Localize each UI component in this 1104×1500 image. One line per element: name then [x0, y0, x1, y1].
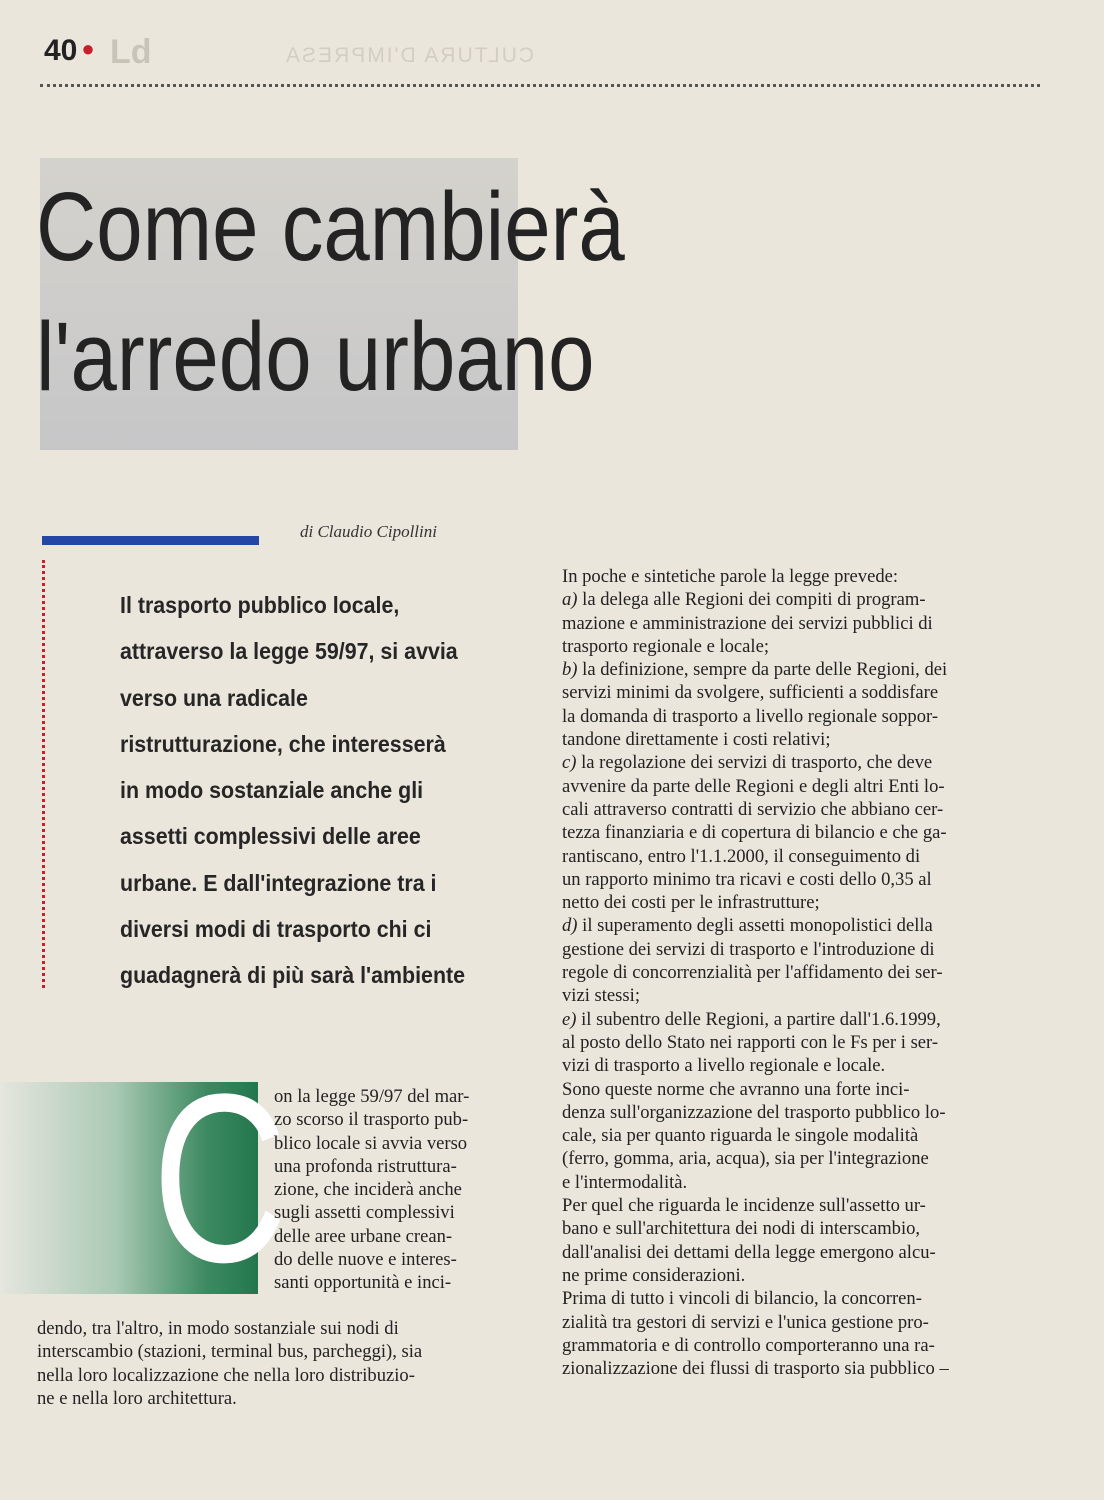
lead-line: diversi modi di trasporto chi ci [120, 916, 432, 943]
body-line-text: la regolazione dei servizi di trasporto, che deve [576, 752, 933, 774]
body-line [562, 728, 949, 751]
body-line-text: denza sull'organizzazione del trasporto pubblico lo- [562, 1101, 946, 1123]
body-line: una profonda ristruttura- [274, 1155, 457, 1177]
body-line-text: rantiscano, entro l'1.1.2000, il conseguimento di [562, 845, 921, 867]
body-line-text: il subentro delle Regioni, a partire dall'1.6.1999, [576, 1008, 941, 1030]
lead-line: Il trasporto pubblico locale, [120, 592, 400, 618]
body-line [562, 565, 949, 588]
body-right-column [562, 565, 949, 1380]
body-line [562, 1008, 949, 1031]
body-line [562, 681, 949, 704]
body-line-text: servizi minimi da svolgere, sufficienti a soddisfare [562, 682, 939, 704]
body-left-wrapped [274, 1085, 469, 1295]
body-line: dendo, tra l'altro, in modo sostanziale sui nodi di [37, 1318, 399, 1339]
body-line [562, 1311, 949, 1334]
body-line-text: cali attraverso contratti di servizio che abbiano cer- [562, 798, 944, 820]
body-line [562, 1334, 949, 1357]
body-line-text: zionalizzazione dei flussi di trasporto sia pubblico – [562, 1358, 949, 1380]
body-line [562, 984, 949, 1007]
body-line: on la legge 59/97 del mar- [274, 1086, 470, 1107]
byline: di Claudio Cipollini [300, 522, 437, 541]
list-marker: e) [562, 1008, 577, 1030]
body-line-text: e l'intermodalità. [562, 1171, 688, 1193]
body-line-text: mazione e amministrazione dei servizi pubblici di [562, 612, 933, 634]
body-line [562, 775, 949, 798]
lead-dotted-rule [42, 560, 45, 988]
header-dotted-rule [40, 84, 1040, 87]
body-line [562, 1241, 949, 1264]
body-line [562, 588, 949, 611]
body-line: santi opportunità e inci- [274, 1272, 452, 1294]
title-line-2: l'arredo urbano [36, 302, 595, 411]
list-marker: c) [562, 752, 577, 774]
body-line [562, 705, 949, 728]
body-line [562, 798, 949, 821]
magazine-logo: Ld [110, 33, 152, 71]
body-line [562, 635, 949, 658]
body-line-text: bano e sull'architettura dei nodi di interscambio, [562, 1218, 921, 1240]
drop-cap: C [152, 1044, 288, 1312]
lead-line: guadagnerà di più sarà l'ambiente [120, 962, 466, 989]
body-line [562, 1101, 949, 1124]
body-line: zione, che inciderà anche [274, 1179, 462, 1201]
body-line-text: la delega alle Regioni dei compiti di program- [577, 589, 926, 611]
body-line-text: netto dei costi per le infrastrutture; [562, 892, 820, 914]
body-line-text: trasporto regionale e locale; [562, 635, 770, 657]
body-line-text: vizi stessi; [562, 985, 640, 1007]
body-line-text: tezza finanziaria e di copertura di bilancio e che ga- [562, 822, 947, 844]
body-line-text: grammatoria e di controllo comporteranno una ra- [562, 1334, 935, 1356]
lead-line: ristrutturazione, che interesserà [120, 730, 446, 757]
body-line-text: Sono queste norme che avranno una forte inci- [562, 1078, 910, 1100]
body-line-text: dall'analisi dei dettami della legge emergono alcu- [562, 1241, 936, 1263]
body-line [562, 751, 949, 774]
body-line-text: il superamento degli assetti monopolistici della [577, 915, 933, 937]
body-line [562, 1054, 949, 1077]
body-line-text: cale, sia per quanto riguarda le singole modalità [562, 1125, 919, 1147]
list-marker: a) [562, 589, 578, 611]
body-line [562, 845, 949, 868]
lead-line: in modo sostanziale anche gli [120, 777, 424, 804]
body-line [562, 1264, 949, 1287]
title-line-1: Come cambierà [36, 172, 625, 281]
body-line-text: la domanda di trasporto a livello regionale soppor- [562, 705, 939, 727]
body-line-text: un rapporto minimo tra ricavi e costi dello 0,35 al [562, 868, 932, 890]
body-line-text: Per quel che riguarda le incidenze sull'assetto ur- [562, 1195, 926, 1217]
body-line-text: zialità tra gestori di servizi e l'unica gestione pro- [562, 1311, 929, 1333]
body-line [562, 1031, 949, 1054]
body-line [562, 612, 949, 635]
body-line [562, 868, 949, 891]
body-left-full [37, 1317, 422, 1410]
body-line: nella loro localizzazione che nella loro distribuzio- [37, 1364, 415, 1386]
body-line: do delle nuove e interes- [274, 1249, 457, 1271]
bleed-through-rubric: CULTURA D'IMPRESA [284, 44, 534, 67]
body-line: zo scorso il trasporto pub- [274, 1109, 469, 1131]
body-line [562, 821, 949, 844]
body-line [562, 1287, 949, 1310]
body-line [562, 1124, 949, 1147]
list-marker: b) [562, 659, 578, 681]
body-line-text: ne prime considerazioni. [562, 1264, 746, 1286]
body-line [562, 891, 949, 914]
accent-bar [42, 536, 259, 545]
body-line-text: avvenire da parte delle Regioni e degli altri Enti lo- [562, 775, 945, 797]
body-line-text: gestione dei servizi di trasporto e l'introduzione di [562, 938, 935, 960]
page-number: 40 ● [44, 34, 95, 67]
body-line [562, 1147, 949, 1170]
body-line [562, 1078, 949, 1101]
body-line-text: la definizione, sempre da parte delle Regioni, dei [577, 659, 948, 681]
body-line [562, 938, 949, 961]
body-line [562, 961, 949, 984]
body-line-text: vizi di trasporto a livello regionale e locale. [562, 1055, 886, 1077]
body-line: ne e nella loro architettura. [37, 1387, 237, 1409]
body-line: delle aree urbane crean- [274, 1225, 453, 1247]
body-line: interscambio (stazioni, terminal bus, parcheggi), sia [37, 1341, 423, 1363]
body-line [562, 1194, 949, 1217]
body-line [562, 1171, 949, 1194]
body-line-text: al posto dello Stato nei rapporti con le Fs per i ser- [562, 1031, 939, 1053]
body-line-text: Prima di tutto i vincoli di bilancio, la concorren- [562, 1288, 922, 1310]
body-line [562, 1217, 949, 1240]
body-line-text: (ferro, gomma, aria, acqua), sia per l'integrazione [562, 1148, 929, 1170]
body-line-text: regole di concorrenzialità per l'affidamento dei ser- [562, 962, 943, 984]
body-line [562, 914, 949, 937]
list-marker: d) [562, 915, 578, 937]
body-line [562, 658, 949, 681]
lead-line: urbane. E dall'integrazione tra i [120, 869, 437, 896]
article-title [36, 162, 625, 422]
body-line-text: In poche e sintetiche parole la legge prevede: [562, 566, 899, 587]
lead-paragraph [120, 582, 540, 999]
body-line-text: tandone direttamente i costi relativi; [562, 729, 831, 751]
lead-line: verso una radicale [120, 684, 308, 711]
body-line: sugli assetti complessivi [274, 1202, 455, 1224]
body-line: blico locale si avvia verso [274, 1132, 468, 1154]
body-line [562, 1357, 949, 1380]
lead-line: assetti complessivi delle aree [120, 823, 421, 850]
lead-line: attraverso la legge 59/97, si avvia [120, 638, 458, 665]
